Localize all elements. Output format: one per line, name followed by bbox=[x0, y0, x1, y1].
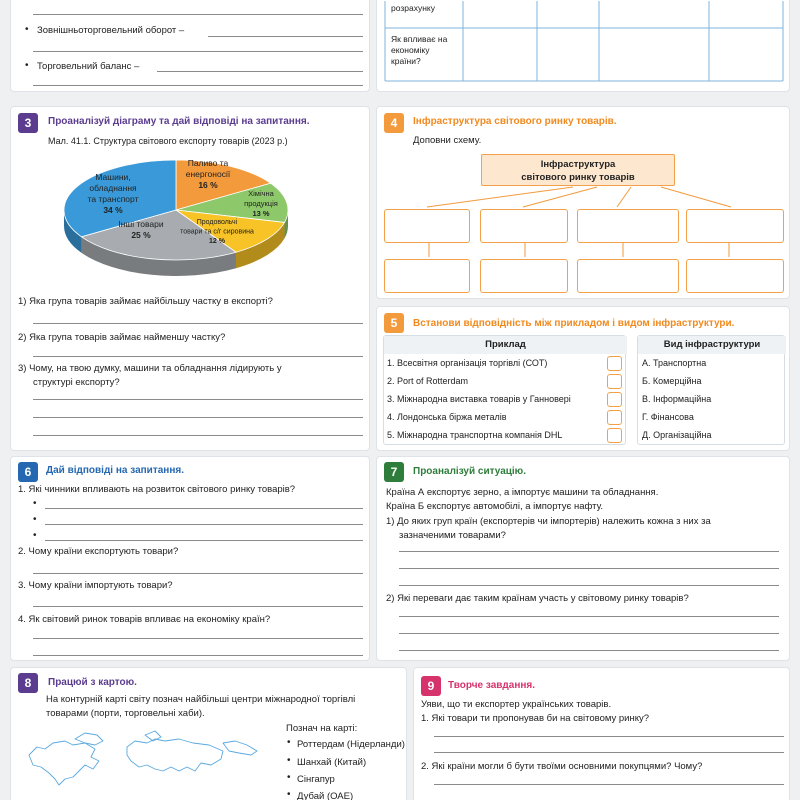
place-item: Роттердам (Нідерланди) bbox=[297, 739, 405, 750]
answer-box[interactable] bbox=[607, 356, 622, 371]
question: структурі експорту? bbox=[33, 377, 120, 388]
task-title: Встанови відповідність між прикладом і видом інфраструктури. bbox=[413, 318, 735, 329]
task-number: 6 bbox=[18, 462, 38, 482]
column-header: Приклад bbox=[384, 336, 627, 354]
example-item: 1. Всесвітня організація торгівлі (СОТ) bbox=[387, 358, 548, 368]
task5-card bbox=[376, 306, 790, 451]
bullet: • bbox=[287, 789, 291, 800]
mark-label: Познач на карті: bbox=[286, 723, 358, 734]
task3-card bbox=[10, 106, 370, 451]
pie-label: Машини, bbox=[95, 172, 131, 182]
question: 2. Чому країни експортують товари? bbox=[18, 546, 179, 557]
answer-line[interactable] bbox=[399, 551, 779, 552]
top-left-card bbox=[10, 0, 370, 92]
task-title: Інфраструктура світового ринку товарів. bbox=[413, 116, 617, 127]
task-number: 5 bbox=[384, 313, 404, 333]
example-item: 2. Port of Rotterdam bbox=[387, 376, 469, 386]
answer-line[interactable] bbox=[33, 356, 363, 357]
type-item: В. Інформаційна bbox=[642, 394, 712, 404]
question: 1) До яких груп країн (експортерів чи імпортерів) належить кожна з них за bbox=[386, 516, 711, 527]
bullet: • bbox=[33, 514, 37, 525]
task-number: 4 bbox=[384, 113, 404, 133]
situation: Країна Б експортує автомобілі, а імпортує нафту. bbox=[386, 501, 604, 512]
scheme-empty-box[interactable] bbox=[577, 209, 679, 243]
question: 3) Чому, на твою думку, машини та обладнання лідирують у bbox=[18, 363, 282, 374]
task-title: Творче завдання. bbox=[448, 680, 536, 691]
task-title: Проаналізуй діаграму та дай відповіді на запитання. bbox=[48, 116, 310, 127]
bullet: • bbox=[25, 24, 29, 35]
pie-label: 13 % bbox=[252, 209, 270, 218]
answer-line[interactable] bbox=[33, 417, 363, 418]
example-item: 3. Міжнародна виставка товарів у Ганновері bbox=[387, 394, 571, 404]
bullet: • bbox=[287, 755, 291, 766]
question: 1. Які товари ти пропонував би на світовому ринку? bbox=[421, 713, 650, 724]
type-item: Д. Організаційна bbox=[642, 430, 712, 440]
turnover-label: Зовнішньоторговельний оборот – bbox=[37, 25, 185, 36]
pie-label: Хімічна bbox=[248, 189, 274, 198]
example-item: 5. Міжнародна транспортна компанія DHL bbox=[387, 430, 563, 440]
answer-line[interactable] bbox=[33, 638, 363, 639]
pie-label: 25 % bbox=[131, 230, 151, 240]
answer-box[interactable] bbox=[607, 374, 622, 389]
answer-line[interactable] bbox=[434, 752, 784, 753]
task-title: Дай відповіді на запитання. bbox=[46, 465, 184, 476]
place-item: Шанхай (Китай) bbox=[297, 757, 367, 768]
task-number: 7 bbox=[384, 462, 404, 482]
pie-label: товари та с/г сировина bbox=[180, 228, 254, 236]
trade-balance-label: Торговельний баланс – bbox=[37, 61, 140, 72]
scheme-empty-box[interactable] bbox=[686, 259, 784, 293]
answer-line[interactable] bbox=[33, 606, 363, 607]
instruction: товарами (порти, торговельні хаби). bbox=[46, 708, 205, 719]
question: зазначеними товарами? bbox=[399, 530, 506, 541]
task9-card bbox=[413, 667, 790, 800]
bullet: • bbox=[287, 772, 291, 783]
pie-label: 16 % bbox=[198, 180, 218, 190]
answer-box[interactable] bbox=[607, 392, 622, 407]
pie-label: 12 % bbox=[209, 238, 225, 245]
task-title: Проаналізуй ситуацію. bbox=[413, 466, 526, 477]
answer-line[interactable] bbox=[33, 51, 363, 52]
answer-line[interactable] bbox=[33, 323, 363, 324]
question: 1) Яка група товарів займає найбільшу частку в експорті? bbox=[18, 296, 273, 307]
answer-line[interactable] bbox=[45, 524, 363, 525]
pie-label: Продовольчі bbox=[196, 219, 238, 226]
pie-label: та транспорт bbox=[87, 194, 139, 204]
instruction: Уяви, що ти експортер українських товарів. bbox=[421, 699, 612, 710]
answer-line[interactable] bbox=[399, 650, 779, 651]
scheme-root-text: Інфраструктура bbox=[540, 159, 616, 170]
answer-line[interactable] bbox=[33, 573, 363, 574]
pie-label: Паливо та bbox=[187, 158, 229, 168]
scheme-empty-box[interactable] bbox=[384, 209, 470, 243]
scheme-empty-box[interactable] bbox=[384, 259, 470, 293]
task-title: Працюй з картою. bbox=[48, 677, 137, 688]
top-right-card bbox=[376, 0, 790, 92]
answer-line[interactable] bbox=[33, 655, 363, 656]
answer-line[interactable] bbox=[399, 568, 779, 569]
scheme-root-box bbox=[481, 154, 675, 186]
instruction: На контурній карті світу познач найбільші центри міжнародної торгівлі bbox=[46, 694, 356, 705]
answer-line[interactable] bbox=[45, 540, 363, 541]
instruction: Доповни схему. bbox=[413, 135, 482, 146]
scheme-empty-box[interactable] bbox=[577, 259, 679, 293]
task8-card bbox=[10, 667, 407, 800]
situation: Країна А експортує зерно, а імпортує машини та обладнання. bbox=[386, 487, 659, 498]
question: 2) Яка група товарів займає найменшу частку? bbox=[18, 332, 226, 343]
types-table bbox=[637, 335, 785, 445]
answer-line[interactable] bbox=[434, 784, 784, 785]
answer-line[interactable] bbox=[33, 85, 363, 86]
world-map[interactable] bbox=[15, 721, 265, 800]
question: 4. Як світовий ринок товарів впливає на економіку країн? bbox=[18, 614, 271, 625]
question: 3. Чому країни імпортують товари? bbox=[18, 580, 173, 591]
type-item: Г. Фінансова bbox=[642, 412, 694, 422]
table-row-label: Як впливає на економіку країни? bbox=[391, 34, 448, 66]
bullet: • bbox=[33, 498, 37, 509]
answer-line[interactable] bbox=[399, 616, 779, 617]
answer-box[interactable] bbox=[607, 410, 622, 425]
scheme-empty-box[interactable] bbox=[480, 259, 568, 293]
answer-line[interactable] bbox=[434, 736, 784, 737]
question: 2) Які переваги дає таким країнам участь у світовому ринку товарів? bbox=[386, 593, 689, 604]
task4-card bbox=[376, 106, 790, 299]
type-item: А. Транспортна bbox=[642, 358, 707, 368]
answer-line[interactable] bbox=[33, 399, 363, 400]
task-number: 9 bbox=[421, 676, 441, 696]
task7-card bbox=[376, 456, 790, 661]
type-item: Б. Комерційна bbox=[642, 376, 702, 386]
task6-card bbox=[10, 456, 370, 661]
task-number: 3 bbox=[18, 113, 38, 133]
examples-table bbox=[383, 335, 626, 445]
scheme-empty-box[interactable] bbox=[480, 209, 568, 243]
place-item: Дубай (ОАЕ) bbox=[297, 791, 354, 800]
answer-box[interactable] bbox=[607, 428, 622, 443]
column-header: Вид інфраструктури bbox=[638, 336, 786, 354]
pie-label: Інші товари bbox=[118, 219, 164, 229]
pie-label: 34 % bbox=[103, 205, 123, 215]
question: 1. Які чинники впливають на розвиток світового ринку товарів? bbox=[18, 484, 296, 495]
scheme-empty-box[interactable] bbox=[686, 209, 784, 243]
example-item: 4. Лондонська біржа металів bbox=[387, 412, 507, 422]
pie-chart bbox=[61, 152, 311, 292]
answer-line[interactable] bbox=[33, 14, 363, 15]
pie-label: обладнання bbox=[89, 183, 137, 193]
scheme-root-text: світового ринку товарів bbox=[521, 172, 635, 183]
answer-line[interactable] bbox=[399, 633, 779, 634]
question: 2. Які країни могли б бути твоїми основними покупцями? Чому? bbox=[421, 761, 703, 772]
pie-label: продукція bbox=[244, 199, 278, 208]
bullet: • bbox=[25, 60, 29, 71]
pie-label: енергоносії bbox=[185, 169, 231, 179]
table-row-label: розрахунку bbox=[391, 3, 435, 13]
chart-caption: Мал. 41.1. Структура світового експорту товарів (2023 р.) bbox=[48, 136, 288, 146]
answer-line[interactable] bbox=[45, 508, 363, 509]
task-number: 8 bbox=[18, 673, 38, 693]
answer-line[interactable] bbox=[157, 71, 363, 72]
bullet: • bbox=[287, 737, 291, 748]
answer-line[interactable] bbox=[33, 435, 363, 436]
bullet: • bbox=[33, 530, 37, 541]
answer-line[interactable] bbox=[399, 585, 779, 586]
answer-line[interactable] bbox=[208, 36, 363, 37]
place-item: Сінгапур bbox=[297, 774, 335, 785]
